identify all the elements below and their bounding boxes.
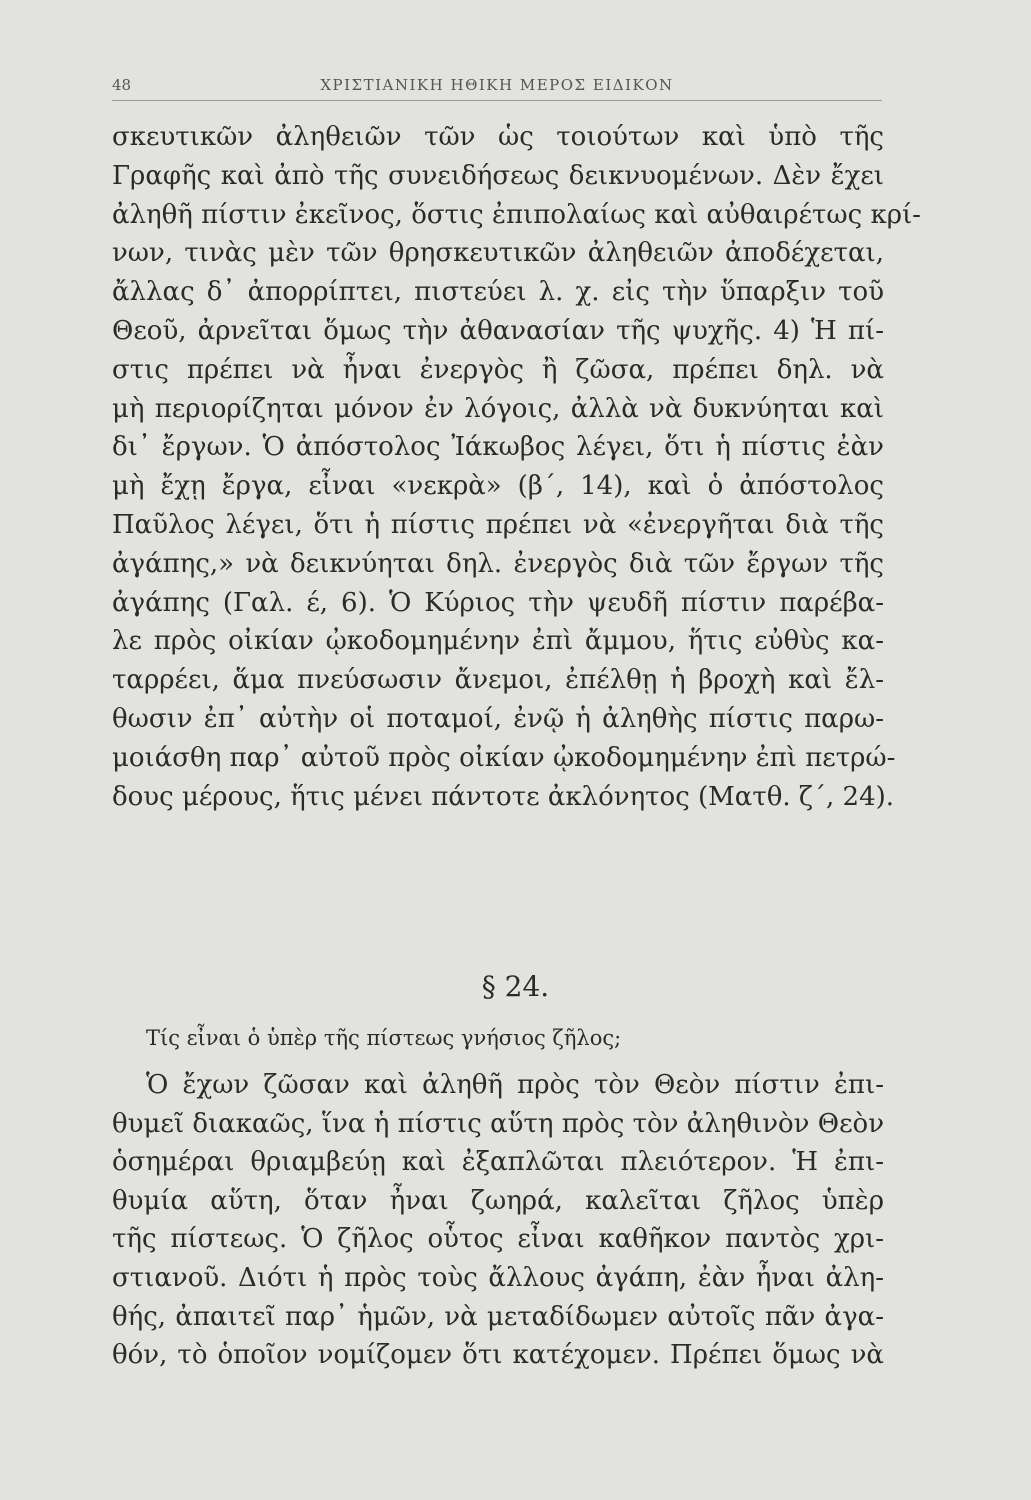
text-line: θωσιν ἐπ᾽ αὐτὴν οἱ ποταμοί, ἐνῷ ἡ ἀληθὴς πίστις παρω- xyxy=(112,703,884,734)
text-line: τῆς πίστεως. Ὁ ζῆλος οὗτος εἶναι καθῆκον παντὸς χρι- xyxy=(112,1224,884,1255)
text-line: θής, ἀπαιτεῖ παρ᾽ ἡμῶν, νὰ μεταδίδωμεν αὐτοῖς πᾶν ἀγα- xyxy=(112,1301,884,1332)
text-line: μὴ ἔχῃ ἔργα, εἶναι «νεκρὰ» (β΄, 14), καὶ ὁ ἀπόστολος xyxy=(112,471,884,502)
page-number: 48 xyxy=(112,76,132,94)
text-line: θόν, τὸ ὁποῖον νομίζομεν ὅτι κατέχομεν. Πρέπει ὅμως νὰ xyxy=(112,1340,884,1371)
paragraph-2 xyxy=(112,1066,884,1375)
text-line: λε πρὸς οἰκίαν ᾠκοδομημένην ἐπὶ ἄμμου, ἥτις εὐθὺς κα- xyxy=(112,626,884,657)
text-line: Παῦλος λέγει, ὅτι ἡ πίστις πρέπει νὰ «ἐνεργῆται διὰ τῆς xyxy=(112,509,884,540)
text-line: θυμεῖ διακαῶς, ἵνα ἡ πίστις αὕτη πρὸς τὸν ἀληθινὸν Θεὸν xyxy=(112,1108,884,1139)
text-line: σκευτικῶν ἀληθειῶν τῶν ὡς τοιούτων καὶ ὑπὸ τῆς xyxy=(112,122,884,152)
text-line: μὴ περιορίζηται μόνον ἐν λόγοις, ἀλλὰ νὰ δυκνύηται καὶ xyxy=(112,393,884,424)
text-line: στις πρέπει νὰ ἦναι ἐνεργὸς ἢ ζῶσα, πρέπει δηλ. νὰ xyxy=(112,354,884,385)
running-head: ΧΡΙΣΤΙΑΝΙΚΗ ΗΘΙΚΗ ΜΕΡΟΣ ΕΙΔΙΚΟΝ xyxy=(320,76,674,94)
text-line: ἀληθῆ πίστιν ἐκεῖνος, ὅστις ἐπιπολαίως καὶ αὐθαιρέτως κρί- xyxy=(112,199,921,230)
paragraph-1 xyxy=(112,118,921,816)
text-line: Θεοῦ, ἀρνεῖται ὅμως τὴν ἀθανασίαν τῆς ψυχῆς. 4) Ἡ πί- xyxy=(112,315,884,346)
text-line: θυμία αὕτη, ὅταν ἦναι ζωηρά, καλεῖται ζῆλος ὑπὲρ xyxy=(112,1185,884,1216)
text-line: ἀγάπης,» νὰ δεικνύηται δηλ. ἐνεργὸς διὰ τῶν ἔργων τῆς xyxy=(112,548,884,579)
text-line: ἀγάπης (Γαλ. έ, 6). Ὁ Κύριος τὴν ψευδῆ πίστιν παρέβα- xyxy=(112,587,884,618)
page-header xyxy=(112,72,882,101)
text-line: ταρρέει, ἅμα πνεύσωσιν ἄνεμοι, ἐπέλθῃ ἡ βροχὴ καὶ ἔλ- xyxy=(112,665,884,696)
text-line: στιανοῦ. Διότι ἡ πρὸς τοὺς ἄλλους ἀγάπη, ἐὰν ἦναι ἀλη- xyxy=(112,1262,884,1293)
text-line: Ὁ ἔχων ζῶσαν καὶ ἀληθῆ πρὸς τὸν Θεὸν πίστιν ἐπι- xyxy=(146,1070,884,1100)
section-question: Τίς εἶναι ὁ ὑπὲρ τῆς πίστεως γνήσιος ζῆλος; xyxy=(146,1026,622,1050)
section-heading: § 24. xyxy=(481,970,550,1003)
text-line: Γραφῆς καὶ ἀπὸ τῆς συνειδήσεως δεικνυομένων. Δὲν ἔχει xyxy=(112,160,884,191)
text-line: ἄλλας δ᾽ ἀπορρίπτει, πιστεύει λ. χ. εἰς τὴν ὕπαρξιν τοῦ xyxy=(112,277,884,308)
text-line: νων, τινὰς μὲν τῶν θρησκευτικῶν ἀληθειῶν ἀποδέχεται, xyxy=(112,238,884,269)
text-line: ὁσημέραι θριαμβεύῃ καὶ ἐξαπλῶται πλειότερον. Ἡ ἐπι- xyxy=(112,1147,884,1178)
text-line: δι᾽ ἔργων. Ὁ ἀπόστολος Ἰάκωβος λέγει, ὅτι ἡ πίστις ἐὰν xyxy=(112,432,884,463)
text-line: μοιάσθη παρ᾽ αὐτοῦ πρὸς οἰκίαν ᾠκοδομημένην ἐπὶ πετρώ- xyxy=(112,742,896,773)
text-line: δους μέρους, ἥτις μένει πάντοτε ἀκλόνητος (Ματθ. ζ΄, 24). xyxy=(112,781,895,812)
